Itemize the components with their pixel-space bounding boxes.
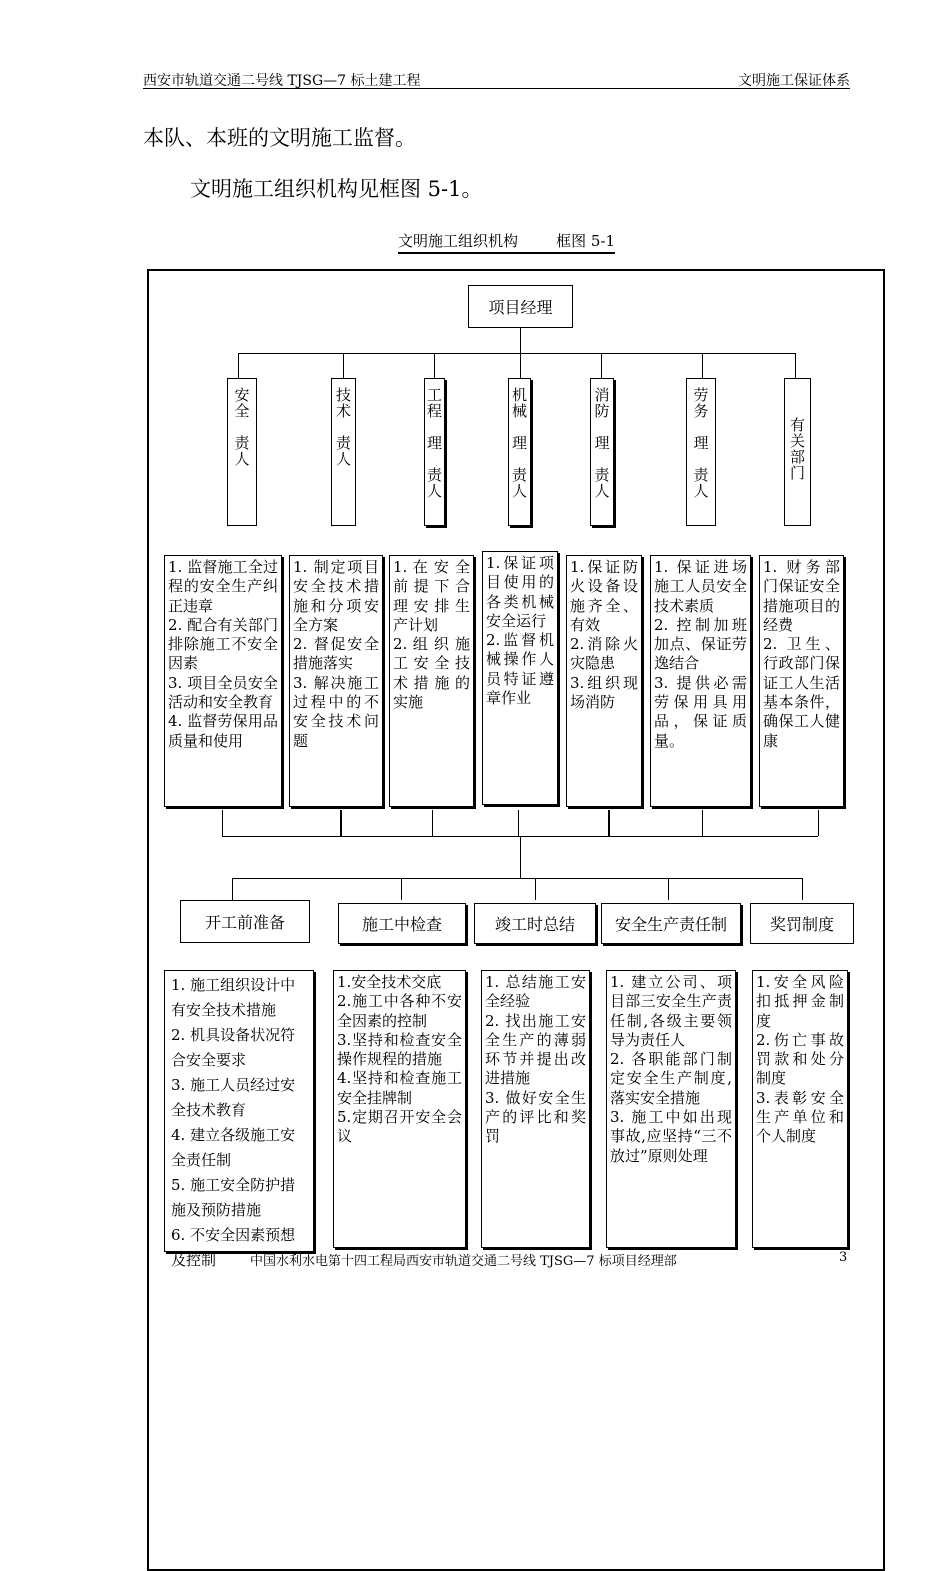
role-char: 理 xyxy=(426,434,442,452)
role-char: 理 xyxy=(693,434,709,452)
connector xyxy=(434,353,435,378)
body-line-2: 文明施工组织机构见框图 5-1。 xyxy=(190,177,483,201)
role-char: 工 xyxy=(426,386,442,404)
role-box-safety xyxy=(227,378,257,526)
connector xyxy=(520,836,521,878)
header-right: 文明施工保证体系 xyxy=(738,73,850,89)
detail-box-responsibility: 1. 建立公司、项目部三安全生产责任制,各级主要领导为责任人 2. 各职能部门制定安全生产制度,落实安全措施 3. 施工中如出现事故,应坚持“三不放过”原则处理 xyxy=(606,970,736,1248)
role-char: 人 xyxy=(234,450,250,468)
stage-box-responsibility: 安全生产责任制 xyxy=(601,903,741,944)
connector xyxy=(238,353,795,354)
duty-box-labor: 1. 保证进场施工人员安全技术素质 2. 控制加班加点、保证劳逸结合 3. 提供必需劳保用具用品，保证质量。 xyxy=(650,555,751,807)
role-char: 务 xyxy=(693,402,709,420)
role-char: 责 xyxy=(335,434,351,452)
connector xyxy=(518,810,519,836)
connector xyxy=(608,810,610,836)
connector xyxy=(238,353,239,378)
role-char: 技 xyxy=(335,386,351,404)
role-char: 人 xyxy=(594,482,610,500)
role-char: 人 xyxy=(693,482,709,500)
connector xyxy=(232,878,802,879)
footer-text: 中国水利水电第十四工程局西安市轨道交通二号线 TJSG—7 标项目经理部 xyxy=(250,1254,677,1269)
role-char: 劳 xyxy=(693,386,709,404)
role-box-fire xyxy=(590,378,614,526)
connector xyxy=(535,878,536,900)
stage-box-summary: 竣工时总结 xyxy=(474,903,596,944)
connector xyxy=(401,878,402,900)
role-char: 理 xyxy=(511,434,527,452)
detail-box-rewards: 1.安全风险扣抵押金制度 2.伤亡事故罚款和处分制度 3.表彰安全生产单位和个人制度 xyxy=(752,970,848,1248)
duty-box-fire: 1.保证防火设备设施齐全、有效 2.消除火灾隐患 3.组织现场消防 xyxy=(566,555,642,807)
role-char: 关 xyxy=(789,432,805,450)
connector xyxy=(343,353,344,378)
project-manager-box: 项目经理 xyxy=(468,285,573,328)
role-char: 机 xyxy=(511,386,527,404)
connector xyxy=(520,353,521,378)
header-divider xyxy=(143,88,850,89)
detail-box-preparation: 1. 施工组织设计中 有安全技术措施 2. 机具设备状况符 合安全要求 3. 施工人员经过安 全技术教育 4. 建立各级施工安 全责任制 5. 施工安全防护措 施及预防措施 6. 不安全因素预想 及控制 xyxy=(164,970,314,1252)
role-char: 责 xyxy=(693,466,709,484)
role-box-technical xyxy=(331,378,356,526)
connector xyxy=(432,810,433,836)
role-char: 防 xyxy=(594,402,610,420)
role-char: 械 xyxy=(511,402,527,420)
role-char: 责 xyxy=(426,466,442,484)
role-box-labor xyxy=(686,378,716,526)
role-char: 理 xyxy=(594,434,610,452)
detail-box-summary: 1. 总结施工安全经验 2. 找出施工安全生产的薄弱环节并提出改进措施 3. 做好安全生产的评比和奖罚 xyxy=(481,970,590,1248)
duty-box-technical: 1. 制定项目安全技术措施和分项安全方案 2. 督促安全措施落实 3. 解决施工过程中的不安全技术问题 xyxy=(289,555,383,807)
role-box-departments xyxy=(784,378,811,526)
duty-box-engineering: 1. 在 安 全前 提 下 合理 安 排 生产计划 2. 组 织 施工 安 全 技术 措 施 的实施 xyxy=(389,555,474,807)
role-char: 有 xyxy=(789,416,805,434)
connector xyxy=(702,810,703,836)
connector xyxy=(818,810,819,836)
header-left: 西安市轨道交通二号线 TJSG—7 标土建工程 xyxy=(143,73,421,89)
role-char: 消 xyxy=(594,386,610,404)
role-box-engineering xyxy=(424,378,445,526)
connector xyxy=(601,353,602,378)
role-char: 责 xyxy=(594,466,610,484)
role-char: 责 xyxy=(234,434,250,452)
role-char: 人 xyxy=(511,482,527,500)
stage-box-preparation: 开工前准备 xyxy=(180,900,310,943)
connector xyxy=(702,353,703,378)
role-char: 人 xyxy=(335,450,351,468)
page-number: 3 xyxy=(839,1250,848,1265)
role-char: 责 xyxy=(511,466,527,484)
figure-caption: 文明施工组织机构 框图 5-1 xyxy=(398,230,615,254)
duty-box-safety: 1. 监督施工全过程的安全生产纠正违章 2. 配合有关部门排除施工不安全因素 3. 项目全员安全活动和安全教育 4. 监督劳保用品质量和使用 xyxy=(164,555,282,807)
stage-box-rewards: 奖罚制度 xyxy=(750,903,854,944)
connector xyxy=(232,878,233,900)
connector xyxy=(222,810,223,836)
role-char: 安 xyxy=(234,386,250,404)
stage-box-inspection: 施工中检查 xyxy=(338,903,466,944)
connector xyxy=(340,810,342,836)
role-box-machinery xyxy=(508,378,531,526)
detail-box-inspection: 1.安全技术交底 2.施工中各种不安全因素的控制 3.坚持和检查安全操作规程的措施 4.坚持和检查施工安全挂牌制 5.定期召开安全会议 xyxy=(333,970,466,1248)
duty-box-departments: 1. 财务部门保证安全措施项目的经费 2. 卫生、行政部门保证工人生活基本条件，确保工人健康 xyxy=(759,555,844,807)
role-char: 程 xyxy=(426,402,442,420)
role-char: 全 xyxy=(234,402,250,420)
duty-box-machinery: 1.保证项目使用的各类机械安全运行 2.监督机械操作人员特证遵章作业 xyxy=(482,551,558,805)
connector xyxy=(795,353,796,378)
role-char: 部 xyxy=(789,448,805,466)
role-char: 门 xyxy=(789,464,805,482)
connector xyxy=(802,878,803,900)
connector xyxy=(668,878,669,900)
connector xyxy=(520,328,521,353)
body-line-1: 本队、本班的文明施工监督。 xyxy=(143,126,416,150)
role-char: 人 xyxy=(426,482,442,500)
role-char: 术 xyxy=(335,402,351,420)
